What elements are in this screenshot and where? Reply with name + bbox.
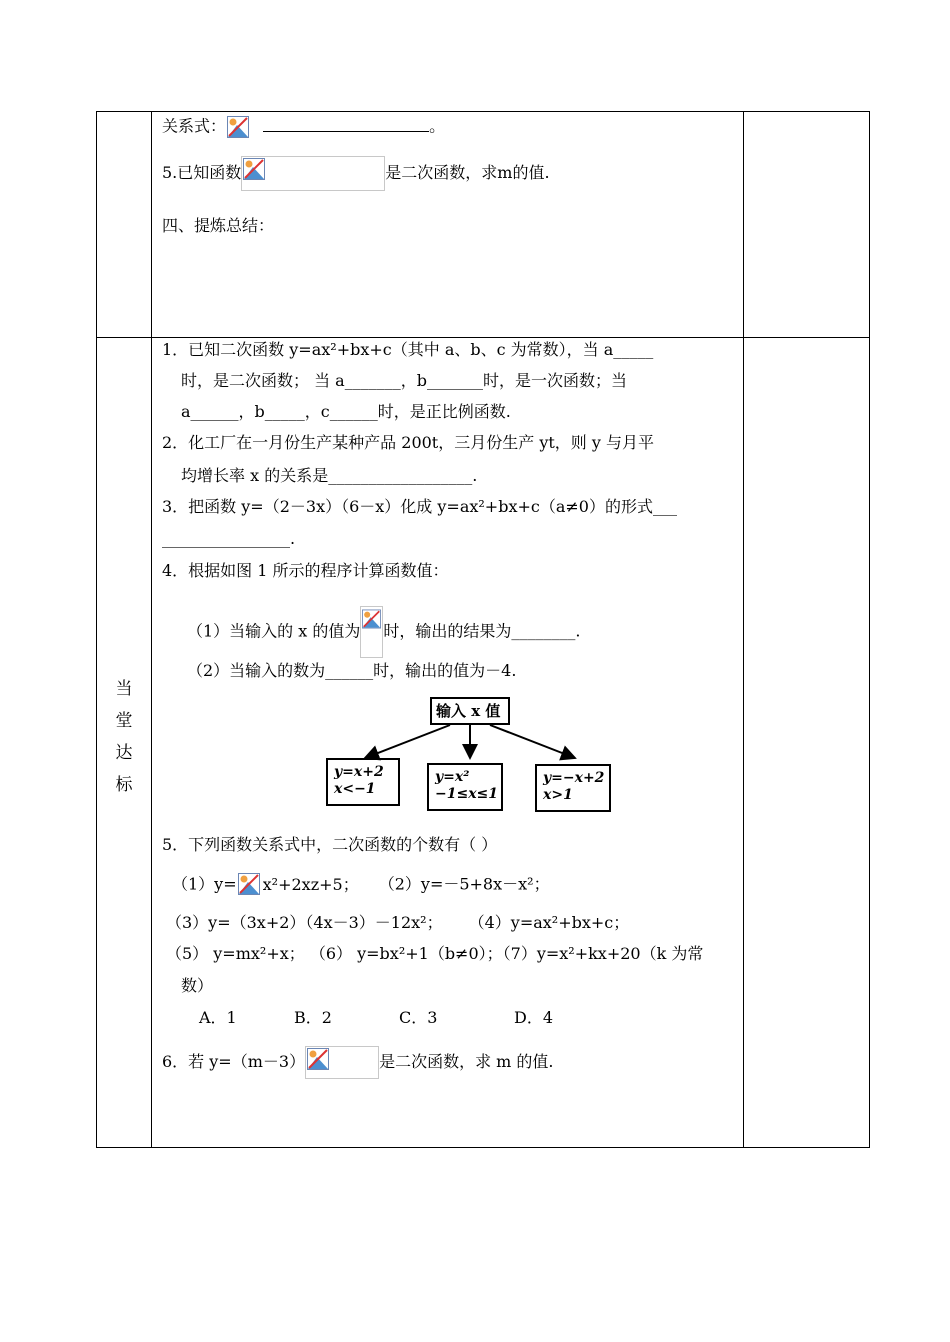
table-border-top xyxy=(96,111,870,112)
side-label xyxy=(112,673,136,801)
q5-suffix: 是二次函数，求m的值. xyxy=(385,163,550,182)
flowchart-branch-middle xyxy=(427,763,503,811)
flowchart-branch-left xyxy=(326,758,400,806)
q5-options xyxy=(199,1008,553,1028)
q5-item2: （2）y=－5+8x－x²； xyxy=(386,874,550,894)
formula-image xyxy=(241,156,385,191)
q5-line1: 5．下列函数关系式中，二次函数的个数有（ ） xyxy=(162,835,498,854)
q5-item4: （4）y=ax²+bx+c； xyxy=(476,913,630,932)
side-label-char: 标 xyxy=(115,775,133,795)
q1-line3: a______，b_____，c______时，是正比例函数. xyxy=(181,402,511,421)
q4-sub1-suffix: 时，输出的结果为________. xyxy=(383,621,581,641)
q4-sub1 xyxy=(187,606,580,658)
relation-blank xyxy=(263,117,429,132)
row1-question5 xyxy=(162,156,550,191)
q5-items-row3: （5） y=mx²+x； （6） y=bx²+1（b≠0）；（7）y=x²+kx+20（k 为常 xyxy=(166,944,704,963)
branch-left-condition: x<−1 xyxy=(334,781,376,797)
relation-end: 。 xyxy=(429,116,446,136)
broken-image-icon xyxy=(243,158,265,180)
q5-item3: （3）y=（3x+2）（4x－3）－12x²； xyxy=(166,913,443,932)
side-label-char: 达 xyxy=(115,743,133,763)
q5-option: A．1 xyxy=(199,1008,237,1027)
relation-line xyxy=(162,115,445,139)
flowchart-input-box: 输入 x 值 xyxy=(430,697,510,725)
program-flowchart xyxy=(320,695,620,820)
q5-prefix: 5.已知函数 xyxy=(162,163,242,182)
side-label-char: 堂 xyxy=(115,711,133,731)
q2-line2: 均增长率 x 的关系是__________________. xyxy=(181,466,478,485)
flowchart-branch-right xyxy=(535,764,611,812)
branch-middle-condition: −1≤x≤1 xyxy=(435,786,499,802)
q5-option: B．2 xyxy=(294,1008,332,1027)
q5-option: C．3 xyxy=(399,1008,438,1027)
table-border-right xyxy=(869,111,870,1148)
q5-item1-prefix: （1）y= xyxy=(172,874,237,894)
formula-image xyxy=(237,872,263,898)
relation-label: 关系式： xyxy=(162,116,227,136)
q4-sub2: （2）当输入的数为______时，输出的值为－4. xyxy=(187,661,517,680)
summary-heading: 四、提炼总结： xyxy=(162,216,275,235)
q3-line2: ________________. xyxy=(162,529,296,548)
q1-line2: 时，是二次函数； 当 a_______，b_______时，是一次函数；当 xyxy=(181,371,627,390)
table-col-divider-2 xyxy=(743,111,744,1148)
formula-image xyxy=(226,115,250,139)
branch-left-formula: y=x+2 xyxy=(334,764,384,780)
q2-line1: 2．化工厂在一月份生产某种产品 200t，三月份生产 yt，则 y 与月平 xyxy=(162,433,655,452)
formula-image xyxy=(305,1046,379,1079)
table-border-bottom xyxy=(96,1147,870,1148)
q6-line xyxy=(162,1046,554,1079)
table-col-divider-1 xyxy=(151,111,152,1148)
q5-item1-suffix: x²+2xz+5； xyxy=(262,874,359,894)
branch-middle-formula: y=x² xyxy=(435,769,470,785)
branch-right-formula: y=−x+2 xyxy=(543,770,605,786)
broken-image-icon xyxy=(227,116,249,138)
side-label-char: 当 xyxy=(115,679,133,699)
q6-suffix: 是二次函数，求 m 的值. xyxy=(379,1052,554,1071)
q5-option: D．4 xyxy=(514,1008,554,1027)
table-border-left xyxy=(96,111,97,1148)
branch-right-condition: x>1 xyxy=(543,787,573,803)
q3-line1: 3．把函数 y=（2－3x）（6－x）化成 y=ax²+bx+c（a≠0）的形式___ xyxy=(162,497,677,516)
q1-line1: 1．已知二次函数 y=ax²+bx+c（其中 a、b、c 为常数），当 a_____ xyxy=(162,340,654,359)
broken-image-icon xyxy=(307,1048,329,1070)
formula-image xyxy=(360,606,383,658)
q6-prefix: 6．若 y=（m－3） xyxy=(162,1052,306,1071)
q5-items-row2 xyxy=(166,913,629,933)
broken-image-icon xyxy=(238,873,260,895)
table-row-divider xyxy=(96,337,870,338)
q4-sub1-prefix: （1）当输入的 x 的值为 xyxy=(187,621,361,641)
broken-image-icon xyxy=(362,608,381,630)
q5-items-row1 xyxy=(172,872,550,898)
q5-items-row3-cont: 数） xyxy=(181,976,214,995)
q4-line1: 4．根据如图 1 所示的程序计算函数值： xyxy=(162,561,449,580)
